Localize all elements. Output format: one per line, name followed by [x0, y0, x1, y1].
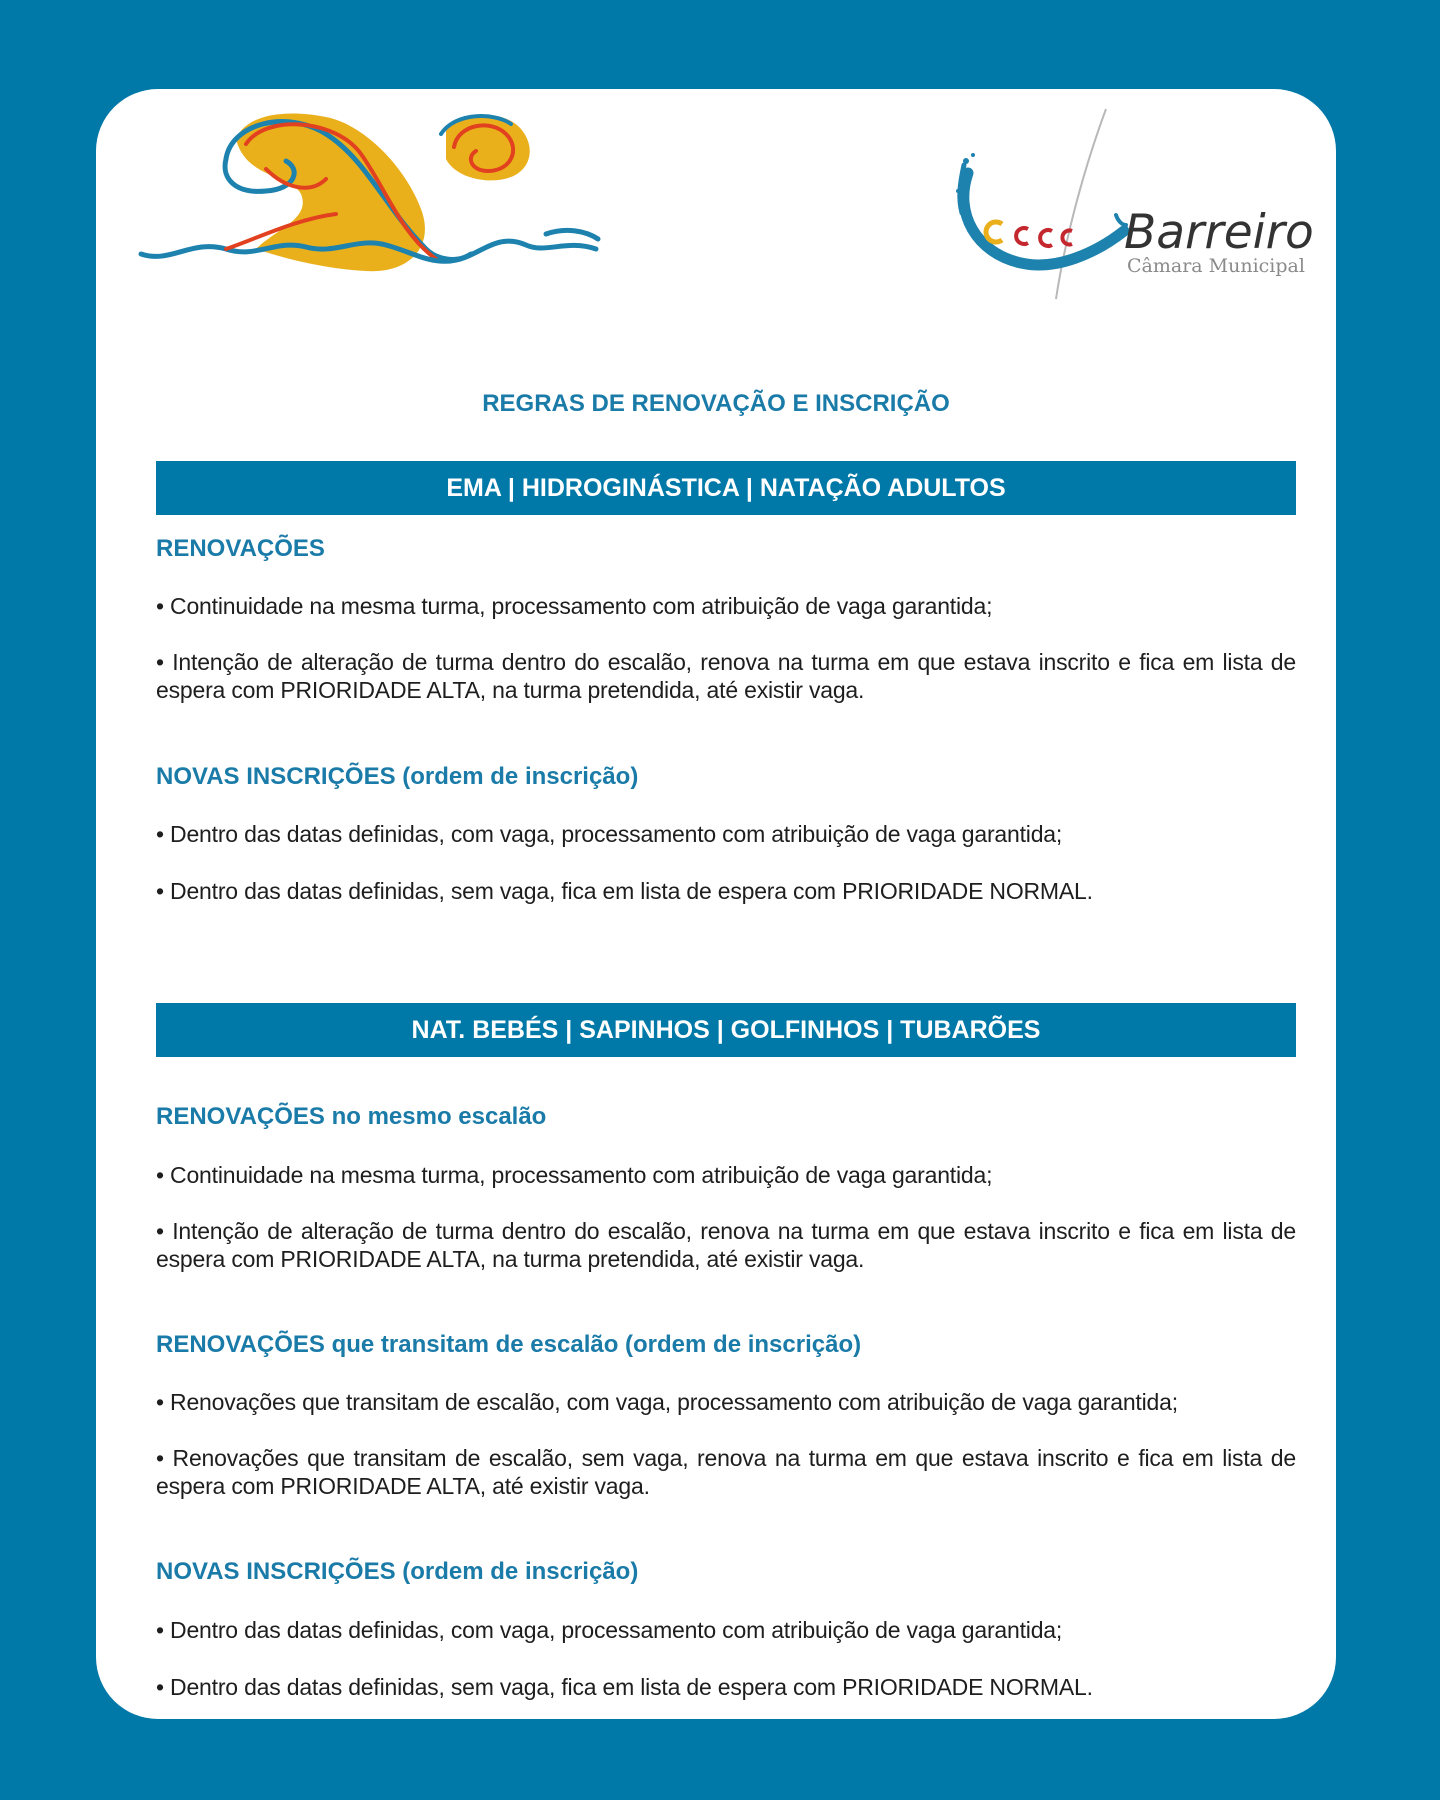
section-heading-transitam-escalao: RENOVAÇÕES que transitam de escalão (ordem de inscrição) [156, 1331, 862, 1358]
list-item: • Intenção de alteração de turma dentro do escalão, renova na turma em que estava inscrito e fica em lista de espera com PRIORIDADE ALTA, na turma pretendida, até existir vaga. [156, 649, 1296, 703]
section-heading-novas-inscricoes: NOVAS INSCRIÇÕES (ordem de inscrição) [156, 763, 639, 790]
section-heading-renovacoes: RENOVAÇÕES [156, 535, 325, 562]
section-band-adults: EMA | HIDROGINÁSTICA | NATAÇÃO ADULTOS [156, 461, 1296, 515]
section-band-children: NAT. BEBÉS | SAPINHOS | GOLFINHOS | TUBARÕES [156, 1003, 1296, 1057]
list-item: • Continuidade na mesma turma, processamento com atribuição de vaga garantida; [156, 1162, 993, 1188]
list-item: • Renovações que transitam de escalão, com vaga, processamento com atribuição de vaga garantida; [156, 1389, 1178, 1415]
brand-subtitle: Câmara Municipal [1127, 255, 1305, 277]
page-title: REGRAS DE RENOVAÇÃO E INSCRIÇÃO [482, 390, 950, 417]
section-heading-novas-inscricoes-2: NOVAS INSCRIÇÕES (ordem de inscrição) [156, 1558, 639, 1585]
list-item: • Renovações que transitam de escalão, sem vaga, renova na turma em que estava inscrito e fica em lista de espera com PRIORIDADE ALTA, até existir vaga. [156, 1445, 1296, 1499]
list-item: • Intenção de alteração de turma dentro do escalão, renova na turma em que estava inscrito e fica em lista de espera com PRIORIDADE ALTA, na turma pretendida, até existir vaga. [156, 1218, 1296, 1272]
list-item: • Dentro das datas definidas, sem vaga, fica em lista de espera com PRIORIDADE NORMAL. [156, 878, 1093, 904]
brand-name: Barreiro [1124, 205, 1314, 260]
list-item: • Dentro das datas definidas, sem vaga, fica em lista de espera com PRIORIDADE NORMAL. [156, 1674, 1093, 1700]
list-item: • Dentro das datas definidas, com vaga, processamento com atribuição de vaga garantida; [156, 1617, 1063, 1643]
list-item: • Dentro das datas definidas, com vaga, processamento com atribuição de vaga garantida; [156, 821, 1063, 847]
section-heading-mesmo-escalao: RENOVAÇÕES no mesmo escalão [156, 1103, 547, 1130]
document-card [96, 89, 1336, 1719]
list-item: • Continuidade na mesma turma, processamento com atribuição de vaga garantida; [156, 593, 993, 619]
swimmer-logo-icon [136, 99, 606, 279]
